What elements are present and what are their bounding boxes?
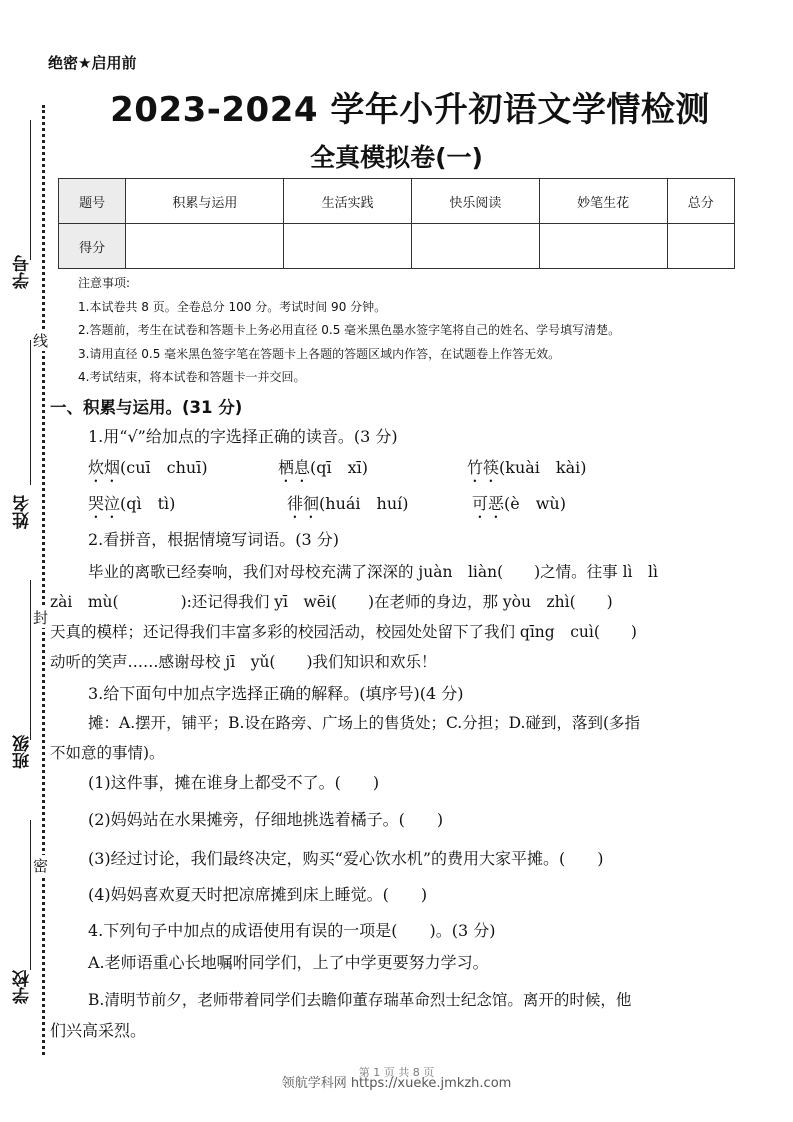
pinyin-item [88, 455, 208, 486]
table-header-cell: 生活实践 [284, 179, 412, 224]
paragraph-line: 动听的笑声……感谢母校 jī yǔ( )我们知识和欢乐！ [50, 653, 437, 671]
sub-question: (1)这件事，摊在谁身上都受不了。( ) [88, 773, 380, 792]
name-label: 姓名 [13, 495, 33, 529]
score-cell[interactable] [126, 224, 284, 269]
note-item: 2.答题前，考生在试卷和答题卡上务必用直径 0.5 毫米黑色墨水签字笔将自己的姓名、学号填写清楚。 [78, 323, 621, 337]
pinyin-item [472, 491, 566, 522]
student-id-label: 学号 [13, 255, 33, 289]
item-options: (qī xī) [310, 458, 369, 477]
binding-line [30, 580, 31, 740]
table-header-cell: 积累与运用 [126, 179, 284, 224]
score-table [58, 178, 735, 269]
table-header-cell: 快乐阅读 [412, 179, 540, 224]
item-word: 可恶 [472, 494, 505, 513]
binding-line [30, 820, 31, 970]
score-cell[interactable] [284, 224, 412, 269]
score-table-score-row [59, 224, 735, 269]
page-number: 第 1 页 共 8 页 [358, 1066, 435, 1079]
binding-line [30, 340, 31, 485]
question-stem: 1.用“√”给加点的字选择正确的读音。(3 分) [88, 427, 398, 446]
page-footer [0, 1066, 793, 1091]
score-table-header-row [59, 179, 735, 224]
item-word: 炊烟 [88, 458, 121, 477]
score-cell[interactable] [539, 224, 667, 269]
table-header-cell: 题号 [59, 179, 126, 224]
question-stem: 4.下列句子中加点的成语使用有误的一项是( )。(3 分) [88, 921, 496, 940]
item-options: (qì tì) [120, 494, 176, 513]
score-cell[interactable] [667, 224, 734, 269]
definition-line: 不如意的事情)。 [50, 744, 165, 762]
definition-line: 摊：A.摆开，铺平；B.设在路旁、广场上的售货处；C.分担；D.碰到，落到(多指 [88, 714, 641, 732]
notes-block [78, 272, 758, 390]
question-stem: 3.给下面句中加点字选择正确的解释。(填序号)(4 分) [88, 684, 464, 703]
paragraph-line: 毕业的离歌已经奏响，我们对母校充满了深深的 juàn liàn( )之情。往事 lì lì [88, 563, 658, 581]
pinyin-item [287, 491, 409, 522]
notes-title: 注意事项: [78, 276, 131, 290]
item-options: (kuài kài) [499, 458, 587, 477]
sub-question: (4)妈妈喜欢夏天时把凉席摊到床上睡觉。( ) [88, 885, 428, 904]
option-b: B.清明节前夕，老师带着同学们去瞻仰董存瑞革命烈士纪念馆。离开的时候，他 [88, 991, 632, 1009]
table-header-cell: 总分 [667, 179, 734, 224]
binding-dotted-line [42, 105, 45, 1055]
table-header-cell: 妙笔生花 [539, 179, 667, 224]
page-subtitle: 全真模拟卷(一) [310, 143, 483, 172]
cut-mark-seal: 封 [33, 609, 49, 627]
note-item: 1.本试卷共 8 页。全卷总分 100 分。考试时间 90 分钟。 [78, 299, 387, 314]
item-options: (huái huí) [319, 494, 409, 513]
note-item: 4.考试结束，将本试卷和答题卡一并交回。 [78, 370, 306, 384]
pinyin-item [88, 491, 175, 522]
sub-question: (3)经过讨论，我们最终决定，购买“爱心饮水机”的费用大家平摊。( ) [88, 849, 604, 868]
item-word: 竹筷 [467, 458, 500, 477]
item-word: 栖息 [278, 458, 311, 477]
school-label: 学校 [13, 970, 33, 1004]
watermark-text: 领航学科网 https://xueke.jmkzh.com [281, 1076, 512, 1091]
item-word: 徘徊 [287, 494, 320, 513]
pinyin-item [467, 455, 587, 486]
paragraph-line: zài mù( ):还记得我们 yī wēi( )在老师的身边，那 yòu zhì( ) [50, 593, 613, 611]
cut-mark-line: 线 [33, 332, 49, 350]
item-options: (è wù) [504, 494, 566, 513]
score-row-label: 得分 [59, 224, 126, 269]
paragraph-line: 天真的模样；还记得我们丰富多彩的校园活动，校园处处留下了我们 qīng cuì( ) [50, 623, 637, 641]
class-label: 班级 [13, 735, 33, 769]
confidential-note: 绝密★启用前 [48, 54, 137, 72]
option-b-continued: 们兴高采烈。 [50, 1021, 147, 1040]
item-options: (cuī chuī) [120, 458, 208, 477]
note-item: 3.请用直径 0.5 毫米黑色签字笔在答题卡上各题的答题区域内作答，在试题卷上作答无效。 [78, 346, 561, 361]
cut-mark-secret: 密 [33, 857, 49, 875]
question-stem: 2.看拼音，根据情境写词语。(3 分) [88, 530, 340, 549]
pinyin-item [278, 455, 368, 486]
sub-question: (2)妈妈站在水果摊旁，仔细地挑选着橘子。( ) [88, 810, 444, 829]
section-heading: 一、积累与运用。(31 分) [50, 398, 243, 417]
item-word: 哭泣 [88, 494, 121, 513]
page-title: 2023-2024 学年小升初语文学情检测 [110, 90, 710, 130]
score-cell[interactable] [412, 224, 540, 269]
option-a: A.老师语重心长地嘱咐同学们，上了中学更要努力学习。 [88, 953, 489, 972]
